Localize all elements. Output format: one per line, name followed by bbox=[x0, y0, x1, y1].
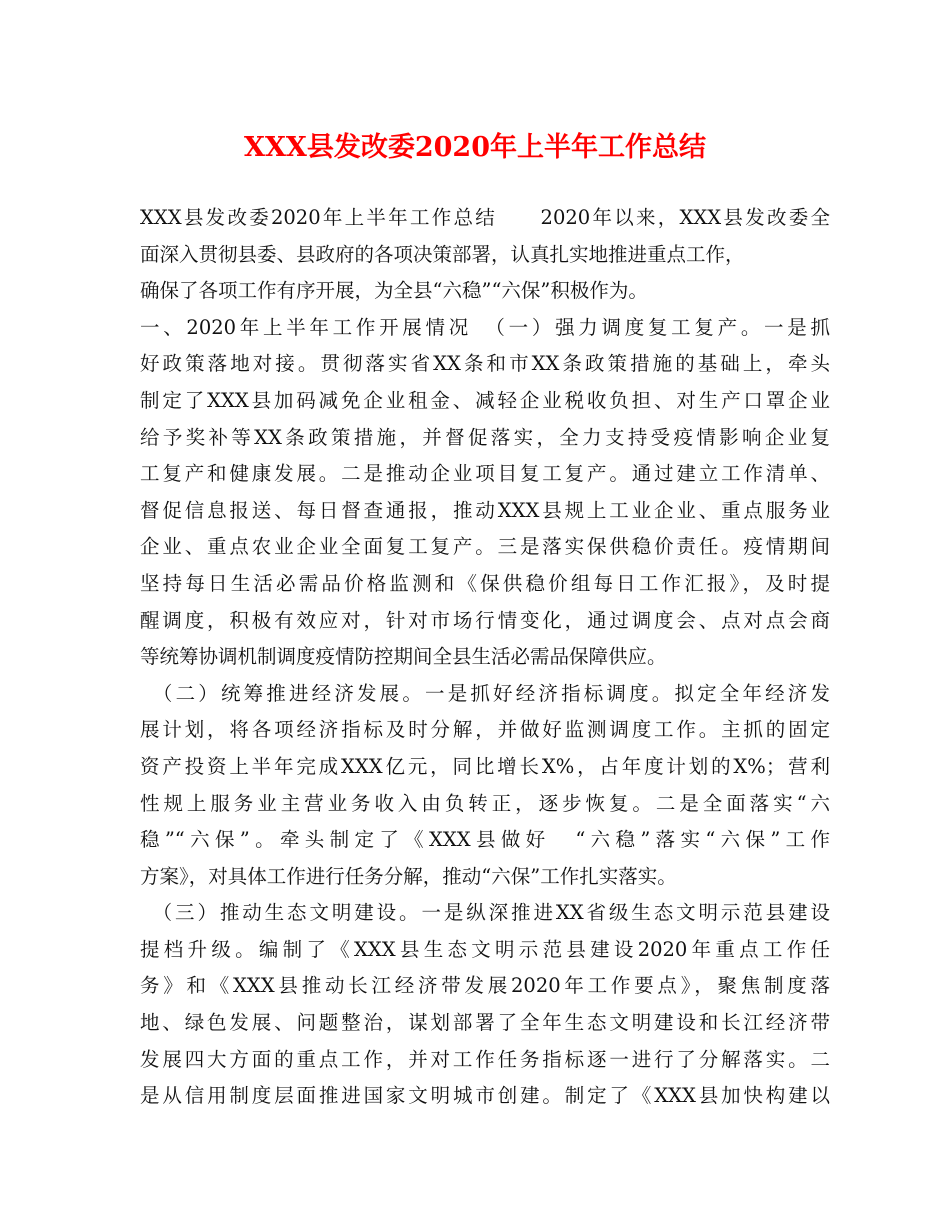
document-body bbox=[140, 200, 830, 1115]
body-line: 督促信息报送、每日督查通报，推动XXX县规上工业企业、重点服务业 bbox=[140, 498, 830, 522]
body-line: 资产投资上半年完成XXX亿元，同比增长X%，占年度计划的X%；营利 bbox=[140, 754, 830, 778]
body-line: 是从信用制度层面推进国家文明城市创建。制定了《XXX县加快构建以 bbox=[140, 1084, 830, 1108]
body-line: 发展四大方面的重点工作，并对工作任务指标逐一进行了分解落实。二 bbox=[140, 1047, 830, 1071]
body-line: 一、2020年上半年工作开展情况 （一）强力调度复工复产。一是抓 bbox=[140, 315, 830, 339]
body-line: 务》和《XXX县推动长江经济带发展2020年工作要点》，聚焦制度落 bbox=[140, 974, 830, 998]
body-line: 好政策落地对接。贯彻落实省XX条和市XX条政策措施的基础上，牵头 bbox=[140, 352, 830, 376]
body-line: 工复产和健康发展。二是推动企业项目复工复产。通过建立工作清单、 bbox=[140, 462, 830, 486]
body-line: XXX县发改委2020年上半年工作总结 2020年以来，XXX县发改委全 bbox=[140, 206, 830, 229]
body-line: 醒调度，积极有效应对，针对市场行情变化，通过调度会、点对点会商 bbox=[140, 608, 830, 632]
body-line: 稳”“六保”。牵头制定了《XXX县做好 “六稳”落实“六保”工作 bbox=[140, 828, 830, 852]
document-title: XXX县发改委2020年上半年工作总结 bbox=[244, 132, 706, 163]
body-line: 制定了XXX县加码减免企业租金、减轻企业税收负担、对生产口罩企业 bbox=[140, 388, 830, 412]
body-line: 给予奖补等XX条政策措施，并督促落实，全力支持受疫情影响企业复 bbox=[140, 425, 830, 449]
body-line: 提档升级。编制了《XXX县生态文明示范县建设2020年重点工作任 bbox=[140, 937, 830, 961]
body-line: 等统筹协调机制调度疫情防控期间全县生活必需品保障供应。 bbox=[140, 645, 667, 669]
body-line: 面深入贯彻县委、县政府的各项决策部署，认真扎实地推进重点工作， bbox=[140, 242, 745, 266]
body-line: 地、绿色发展、问题整治，谋划部署了全年生态文明建设和长江经济带 bbox=[140, 1011, 830, 1035]
body-line: 坚持每日生活必需品价格监测和《保供稳价组每日工作汇报》，及时提 bbox=[140, 571, 830, 595]
body-line: （三）推动生态文明建设。一是纵深推进XX省级生态文明示范县建设 bbox=[140, 901, 830, 925]
body-line: 确保了各项工作有序开展，为全县“六稳”“六保”积极作为。 bbox=[140, 279, 648, 303]
body-line: 性规上服务业主营业务收入由负转正，逐步恢复。二是全面落实“六 bbox=[140, 791, 830, 815]
body-line: 展计划，将各项经济指标及时分解，并做好监测调度工作。主抓的固定 bbox=[140, 718, 830, 742]
body-line: 方案》，对具体工作进行任务分解，推动“六保”工作扎实落实。 bbox=[140, 864, 677, 888]
body-line: 企业、重点农业企业全面复工复产。三是落实保供稳价责任。疫情期间 bbox=[140, 535, 830, 559]
body-line: （二）统筹推进经济发展。一是抓好经济指标调度。拟定全年经济发 bbox=[140, 681, 830, 705]
